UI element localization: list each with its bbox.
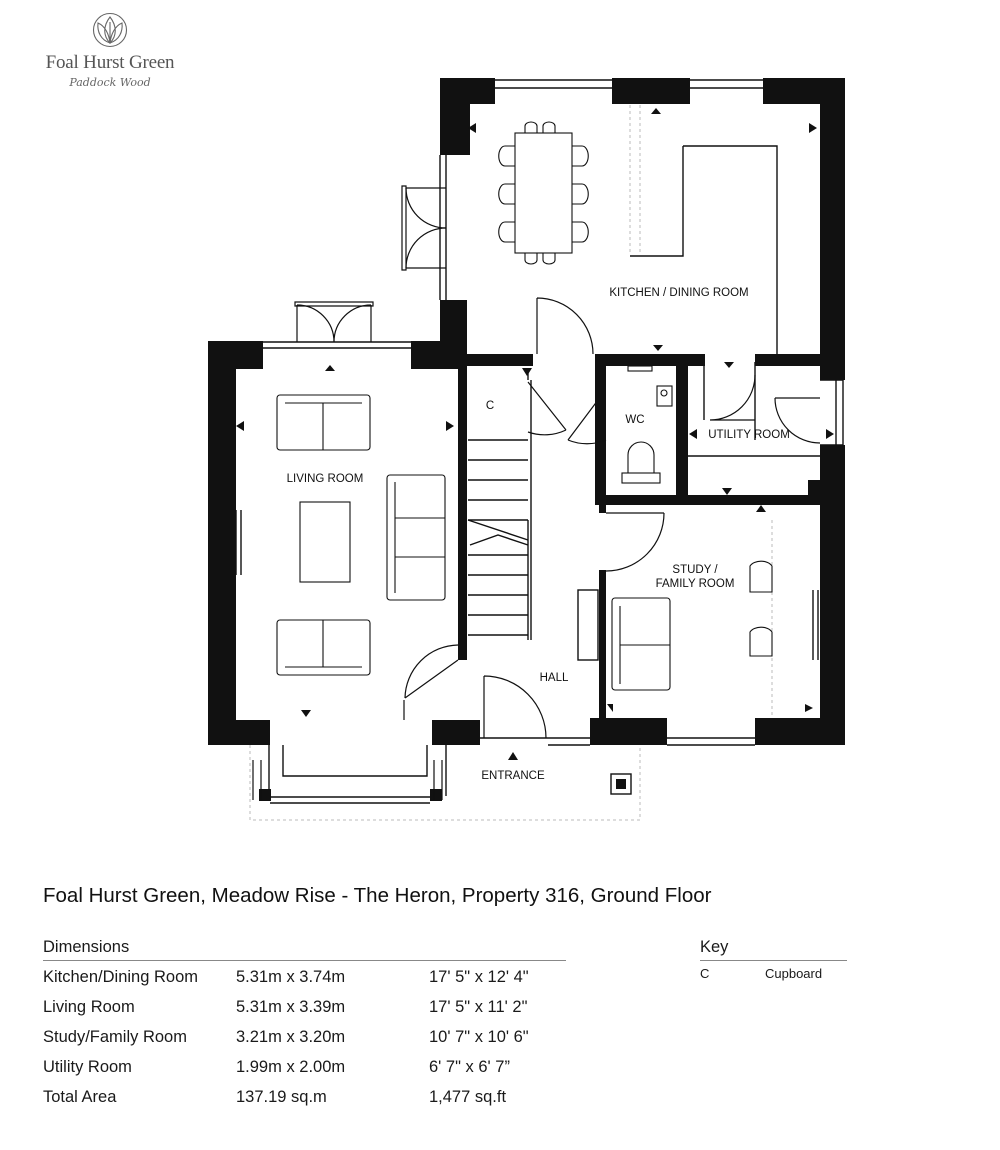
dim-imperial: 6' 7" x 6' 7” bbox=[429, 1058, 510, 1076]
dim-metric: 5.31m x 3.74m bbox=[236, 968, 346, 986]
key-legend bbox=[700, 938, 847, 985]
dimensions-table bbox=[43, 938, 566, 1111]
dimensions-heading: Dimensions bbox=[43, 938, 566, 961]
room-label-cupboard: C bbox=[485, 400, 495, 412]
dim-room: Kitchen/Dining Room bbox=[43, 968, 198, 986]
room-label-entrance: ENTRANCE bbox=[481, 770, 545, 782]
dim-imperial: 10' 7" x 10' 6" bbox=[429, 1028, 529, 1046]
brand-name: Foal Hurst Green bbox=[45, 52, 175, 73]
key-heading: Key bbox=[700, 938, 847, 961]
room-label-living: LIVING ROOM bbox=[286, 473, 364, 485]
dim-room: Study/Family Room bbox=[43, 1028, 187, 1046]
room-label-hall: HALL bbox=[539, 672, 569, 684]
dim-imperial: 17' 5" x 12' 4" bbox=[429, 968, 529, 986]
plan-caption: Foal Hurst Green, Meadow Rise - The Heron, Property 316, Ground Floor bbox=[43, 884, 712, 907]
dim-room: Living Room bbox=[43, 998, 135, 1016]
key-code: C bbox=[700, 966, 710, 981]
table-row bbox=[43, 991, 566, 1021]
dim-metric: 1.99m x 2.00m bbox=[236, 1058, 346, 1076]
dim-metric: 137.19 sq.m bbox=[236, 1088, 327, 1106]
table-row bbox=[43, 1081, 566, 1111]
table-row bbox=[43, 1021, 566, 1051]
dim-metric: 5.31m x 3.39m bbox=[236, 998, 346, 1016]
room-label-study: STUDY / FAMILY ROOM bbox=[655, 564, 735, 590]
dim-room: Total Area bbox=[43, 1088, 117, 1106]
list-item bbox=[700, 961, 847, 985]
room-label-kitchen: KITCHEN / DINING ROOM bbox=[609, 287, 749, 299]
dim-room: Utility Room bbox=[43, 1058, 132, 1076]
table-row bbox=[43, 1051, 566, 1081]
dim-metric: 3.21m x 3.20m bbox=[236, 1028, 346, 1046]
table-row bbox=[43, 961, 566, 991]
dim-imperial: 1,477 sq.ft bbox=[429, 1088, 507, 1106]
room-label-wc: WC bbox=[625, 414, 645, 426]
dim-imperial: 17' 5" x 11' 2" bbox=[429, 998, 528, 1016]
brand-tagline: Paddock Wood bbox=[69, 76, 151, 89]
room-label-utility: UTILITY ROOM bbox=[708, 429, 790, 441]
key-meaning: Cupboard bbox=[765, 966, 823, 981]
